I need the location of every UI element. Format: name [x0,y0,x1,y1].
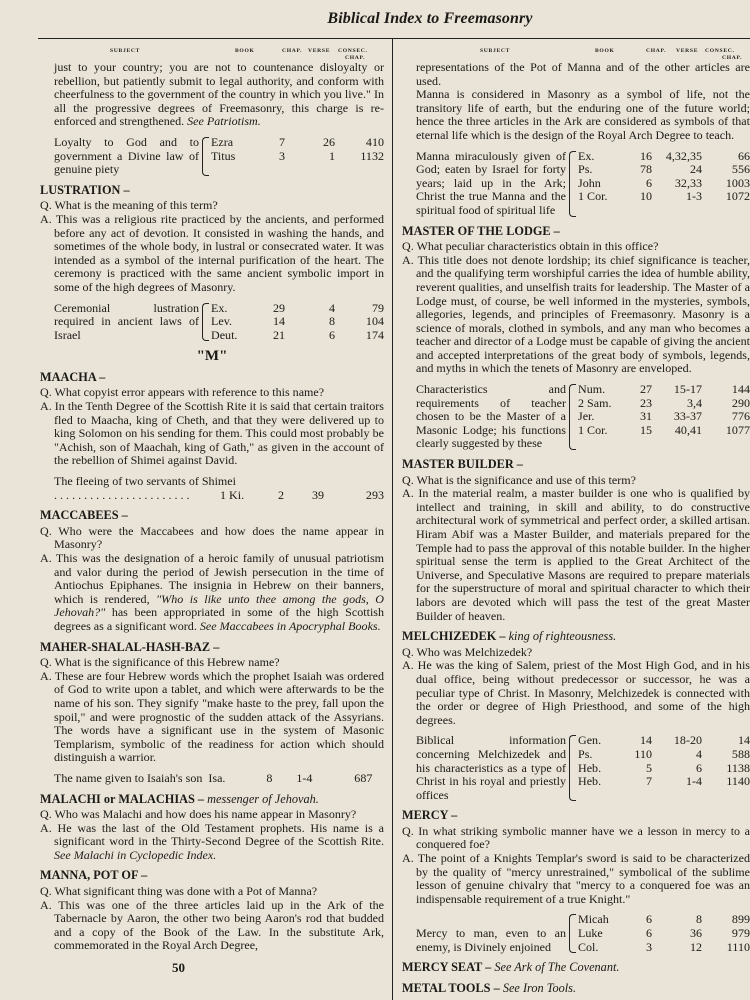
header-rule [38,38,750,39]
entry-manna: MANNA, POT OF – [40,868,148,883]
scripture-ref-maacha: The fleeing of two servants of Shimei [54,474,236,489]
scripture-ref-maher: The name given to Isaiah's son Isa. 8 1-4 687 [54,770,373,785]
ref-row: John 6 32,33 1003 [578,175,750,190]
left-column-header [40,44,384,61]
entry-maacha: MAACHA – [40,369,106,384]
answer: A. He was the last of the Old Testament prophets. His name is a significant word in the Thirty-Second Degree of the Scottish Rite. See Malachi in Cyclopedic Index. [40,820,384,862]
col-header-consec-chap: CHAP. [722,55,743,61]
question: Q. What is the significance and use of this term? [402,472,636,487]
ref-row: Ex. 29 4 79 [211,300,384,315]
scripture-ref-loyalty: Loyalty to God and to government a Divine law of genuine piety Ezra 7 26 410 Titus 3 1 1132 [54,134,384,177]
manna-paragraph: Manna is considered in Masonry as a symbol of life, not the transitory life of earth, but the enduring one of the future world; hence the three articles in the Ark are considered as symbols of that eternal life which is the design of the Royal Arch Degree to teach. [416,87,750,142]
ref-row: Ps. 78 24 556 [578,162,750,177]
ref-row: Heb. 5 6 1138 [578,760,750,775]
question: Q. What copyist error appears with reference to this name? [40,385,325,400]
ref-row: Gen. 14 18-20 14 [578,733,750,748]
intro-paragraph: just to your country; you are not to countenance disloyalty or rebellion, but patiently submit to legal authority, and conform with cheerfulness to the government of the country in which you live." In all the progressive degrees of Freemasonry, this charge is re-enforced and strengthened. See Patriotism. [54,60,384,129]
scripture-ref-master-lodge: Characteristics and requirements of teacher chosen to be the Master of a Masonic Lodge; his functions clearly suggested by these Num. 27 15-17 144 2 Sam. 23 3,4 290 Jer. 31 33-37 776 1 Cor. 15 40,41 1077 [416,382,750,451]
entry-mercy-seat: MERCY SEAT – See Ark of The Covenant. [402,960,620,975]
col-header-consec: CONSEC. [705,48,735,54]
ref-row: Col. 3 12 1110 [578,939,750,954]
manna-continued: representations of the Pot of Manna and of the other articles are used. [416,60,750,88]
ref-row: Titus 3 1 1132 [211,148,384,163]
ref-row: Ezra 7 26 410 [211,134,384,149]
answer: A. This was a religious rite practiced by the ancients, and performed before any act of devotion. It consisted in washing the hands, and sometimes of the whole body, in lustral or consecrated water. It was intended as a symbol of the internal purification of the heart. The ceremony is practiced with the same ancient symbolic import in some of the high degrees of Masonry. [40,211,384,294]
question: Q. Who was Malachi and how does his name appear in Masonry? [40,807,357,822]
scripture-ref-lustration: Ceremonial lustration required in ancient laws of Israel Ex. 29 4 79 Lev. 14 8 104 Deut. 21 6 174 [54,300,384,342]
column-divider [392,39,393,1000]
question: Q. In what striking symbolic manner have we a lesson in mercy to a conquered foe? [402,823,750,852]
ref-row: 1 Cor. 10 1-3 1072 [578,189,750,204]
entry-maccabees: MACCABEES – [40,508,128,523]
page-number: 50 [172,960,185,975]
col-header-consec: CONSEC. [338,48,368,54]
col-header-chap: CHAP. [282,48,303,54]
left-column [40,44,384,953]
col-header-chap: CHAP. [646,48,667,54]
right-column-header [402,44,750,61]
col-header-book: BOOK [595,48,615,54]
entry-metal-tools: METAL TOOLS – See Iron Tools. [402,980,577,995]
entry-maher-shalal-hash-baz: MAHER-SHALAL-HASH-BAZ – [40,639,220,654]
col-header-subject: SUBJECT [480,48,511,54]
col-header-book: BOOK [235,48,255,54]
question: Q. Who was Melchizedek? [402,644,533,659]
scripture-ref-mercy: Mercy to man, even to an enemy, is Divinely enjoined Micah 6 8 899 Luke 6 36 979 Col. 3 12 1110 [416,912,750,954]
ref-row: Lev. 14 8 104 [211,314,384,329]
ref-row: Deut. 21 6 174 [211,327,384,342]
answer: A. This was the designation of a heroic family of unusual patriotism and valor during the period of Jewish persecution in the time of Antiochus Epiphanes. The insignia in Hebrew on their banners, which is rendered, "Who is like unto thee among the gods, O Jehovah?" has been appropriated in some of the high Scottish degrees as a significant word. See Maccabees in Apocryphal Books. [40,551,384,633]
section-letter-m: "M" [196,348,228,365]
col-header-subject: SUBJECT [110,48,141,54]
col-header-consec-chap: CHAP. [345,55,366,61]
col-header-verse: VERSE [676,48,699,54]
ref-row: Jer. 31 33-37 776 [578,409,750,424]
answer: A. The point of a Knights Templar's sword is said to be characterized by the quality of "mercy unrestrained," symbolical of the sublime lesson of genuine chivalry that "mercy to a conquered foe was an indispensable requirement of a true Knight." [402,851,750,906]
ref-row: 1 Cor. 15 40,41 1077 [578,422,750,437]
scripture-ref-melchizedek: Biblical information concerning Melchizedek and his characteristics as a type of Christ in his royal and priestly offices Gen. 14 18-20 14 Ps. 110 4 588 Heb. 5 6 1138 Heb. 7 1-4 1140 [416,733,750,802]
ref-row: Luke 6 36 979 [578,926,750,941]
entry-master-builder: MASTER BUILDER – [402,457,523,472]
entry-melchizedek: MELCHIZEDEK – king of righteousness. [402,629,617,644]
answer: A. These are four Hebrew words which the prophet Isaiah was ordered of God to write upon a tablet, and which were afterwards to be the name of his son. They signify "make haste to the prey, fall upon the spoil," and were prognostic of the sudden attack of the Assyrians. The words have a significant use in the system of Masonic Templarism, symbolic of the readiness for action which should distinguish a warrior. [40,668,384,765]
entry-mercy: MERCY – [402,808,458,823]
scripture-ref-manna: Manna miraculously given of God; eaten by Israel for forty years; laid up in the Ark; Christ the true Manna and the spiritual food of spiritual life Ex. 16 4,32,35 66 Ps. 78 24 556 John 6 32,33 1003 1 Cor. 10 1-3 1072 [416,148,750,217]
ref-row: Num. 27 15-17 144 [578,382,750,397]
entry-lustration: LUSTRATION – [40,182,130,197]
answer: A. This title does not denote lordship; its chief significance is teacher, and the qualifying term worshipful carries the idea of humble ability, reverent qualities, and unselfish traits for leadership. The Master of a Lodge must, of course, be well informed in the mysteries, symbols, allegories, legends, and principles of Freemasonry. Masonry is a science of morals, clothed in symbols, and any man who becomes a teacher and director of a Lodge must be capable of giving the ancient and accepted interpretations of the great body of symbols, legends, and myths in which the tenets of Masonry are enveloped. [402,252,750,376]
answer: A. In the material realm, a master builder is one who is qualified by intellect and training, in skill and ability, to do constructive architectural work of symmetrical and perfect order, a skilled artisan. Hiram Abif was a Master Builder, and materials prepared for the Temple had to pass the approval of this notable builder. In the higher spiritual sense the term is applied to the Great Architect of the Universe, and Speculative Masons are required to prepare materials for the superstructure of moral and spiritual character to which their labors are devoted which will pass the test of the great Master Builder of heaven. [402,486,750,623]
question: Q. What is the significance of this Hebrew name? [40,655,280,670]
entry-master-of-the-lodge: MASTER OF THE LODGE – [402,223,560,238]
question: Q. What peculiar characteristics obtain in this office? [402,239,659,254]
ref-row: Ex. 16 4,32,35 66 [578,148,750,163]
scripture-ref-maacha-row: . . . 1 Ki. 2 39 293 [54,489,384,503]
answer: A. He was the king of Salem, priest of the Most High God, and in his dual office, being without predecessor or successor, he was a peculiar type of Christ. In Masonry, Melchizedek is connected with the order or degree of High Priesthood, and some of the high degrees. [402,658,750,727]
answer: A. In the Tenth Degree of the Scottish Rite it is said that certain traitors fled to Maacha, king of Cheth, and that they were delivered up to king Solomon on his sending for them. This could most probably be "Achish, son of Maachah, king of Gath," as given in the account of the rebellion of Shimei against David. [40,399,384,468]
entry-malachi: MALACHI or MALACHIAS – messenger of Jehovah. [40,791,319,806]
right-column [402,44,750,997]
ref-row: Heb. 7 1-4 1140 [578,774,750,789]
question: Q. What is the meaning of this term? [40,198,218,213]
question: Q. What significant thing was done with a Pot of Manna? [40,884,318,899]
ref-row: 2 Sam. 23 3,4 290 [578,395,750,410]
ref-row: Micah 6 8 899 [578,912,750,927]
page-title: Biblical Index to Freemasonry [327,10,533,27]
ref-row: Ps. 110 4 588 [578,746,750,761]
col-header-verse: VERSE [308,48,331,54]
question: Q. Who were the Maccabees and how does the name appear in Masonry? [40,523,384,552]
answer: A. This was one of the three articles laid up in the Ark of the Tabernacle by Aaron, the other two being Aaron's rod that budded and a copy of the Book of the Law. In the substitute Ark, commemorated in the Royal Arch Degree, [40,897,384,953]
